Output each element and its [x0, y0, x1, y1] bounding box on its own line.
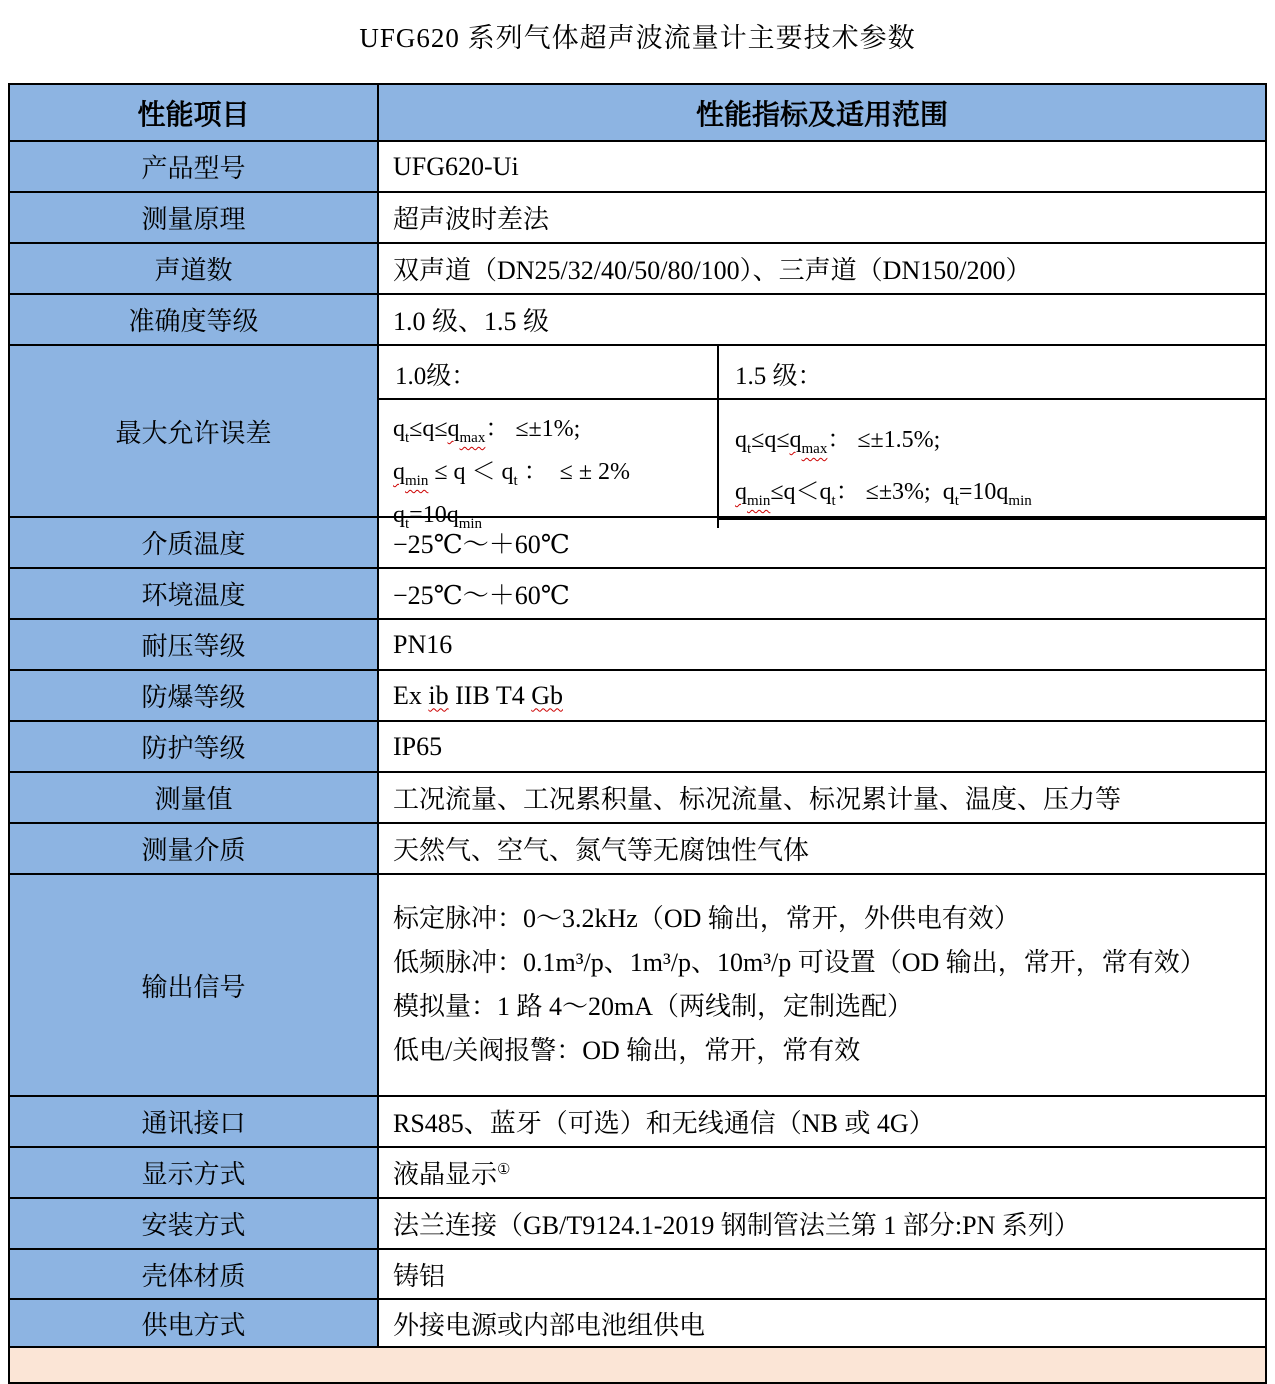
- row-label-installation: 安装方式: [9, 1198, 378, 1249]
- row-label-display-mode: 显示方式: [9, 1147, 378, 1198]
- max-error-class10-title: 1.0级：: [379, 346, 719, 400]
- row-label-measured-media: 测量介质: [9, 823, 378, 874]
- page-title: UFG620 系列气体超声波流量计主要技术参数: [359, 23, 916, 53]
- row-label-ambient-temp: 环境温度: [9, 568, 378, 619]
- row-value-installation: 法兰连接（GB/T9124.1-2019 钢制管法兰第 1 部分:PN 系列）: [378, 1198, 1266, 1249]
- table-row: [9, 568, 1266, 619]
- header-performance-item: 性能项目: [9, 84, 378, 141]
- row-value-explosion-proof: Ex ib IIB T4 Gb: [378, 670, 1266, 721]
- formula-line: $q_t\le q\le q_{max}$： ≤±1.5%;: [735, 427, 941, 457]
- row-label-max-error: 最大允许误差: [9, 345, 378, 517]
- table-row: [9, 294, 1266, 345]
- max-error-class15-body: [719, 400, 1265, 520]
- header-performance-spec: 性能指标及适用范围: [378, 84, 1266, 141]
- row-label-channels: 声道数: [9, 243, 378, 294]
- max-error-class10-body: [379, 400, 719, 532]
- row-value-pressure-rating: PN16: [378, 619, 1266, 670]
- table-row: [9, 1198, 1266, 1249]
- row-value-product-model: UFG620-Ui: [378, 141, 1266, 192]
- footnote-row: [9, 1347, 1266, 1383]
- row-value-medium-temp: −25℃～＋60℃: [378, 517, 1266, 568]
- row-label-output-signal: 输出信号: [9, 874, 378, 1096]
- row-label-comm-interface: 通讯接口: [9, 1096, 378, 1147]
- row-value-accuracy: 1.0 级、1.5 级: [378, 294, 1266, 345]
- formula-line: $q_{min}\le q<q_t$： ≤±3%; $q_t=10q_{min}$: [735, 479, 1032, 509]
- row-value-ambient-temp: −25℃～＋60℃: [378, 568, 1266, 619]
- table-row: [9, 1147, 1266, 1198]
- row-label-pressure-rating: 耐压等级: [9, 619, 378, 670]
- spec-table: [8, 83, 1267, 1384]
- table-row: [9, 670, 1266, 721]
- row-value-output-signal: 标定脉冲：0～3.2kHz（OD 输出，常开，外供电有效） 低频脉冲：0.1m³/p、1m³/p、10m³/p 可设置（OD 输出，常开，常有效） 模拟量：1 路 4～20mA（两线制，定制选配） 低电/关阀报警：OD 输出，常开，常有效: [378, 874, 1266, 1096]
- row-label-measured-values: 测量值: [9, 772, 378, 823]
- table-row: [9, 243, 1266, 294]
- formula-line: $q_t\le q\le q_{max}$： ≤±1%;: [393, 416, 581, 446]
- row-label-product-model: 产品型号: [9, 141, 378, 192]
- row-value-display-mode: 液晶显示①: [378, 1147, 1266, 1198]
- row-value-housing-material: 铸铝: [378, 1249, 1266, 1299]
- row-label-housing-material: 壳体材质: [9, 1249, 378, 1299]
- formula-line: $q_t=10q_{min}$: [393, 502, 483, 532]
- table-row: [9, 1299, 1266, 1347]
- row-value-ingress-protection: IP65: [378, 721, 1266, 772]
- footnote-cell: [9, 1347, 1266, 1383]
- row-label-accuracy: 准确度等级: [9, 294, 378, 345]
- table-row: [9, 1096, 1266, 1147]
- formula-line: $q_{min} \le q < q_t$ ： ≤ ± 2%: [393, 459, 631, 489]
- table-row: [9, 192, 1266, 243]
- row-value-channels: 双声道（DN25/32/40/50/80/100）、三声道（DN150/200）: [378, 243, 1266, 294]
- row-value-max-error: [378, 345, 1266, 532]
- row-label-power-supply: 供电方式: [9, 1299, 378, 1347]
- table-row: [9, 721, 1266, 772]
- row-value-measured-media: 天然气、空气、氮气等无腐蚀性气体: [378, 823, 1266, 874]
- row-value-power-supply: 外接电源或内部电池组供电: [378, 1299, 1266, 1347]
- table-row-output-signal: [9, 874, 1266, 1096]
- row-value-measured-values: 工况流量、工况累积量、标况流量、标况累计量、温度、压力等: [378, 772, 1266, 823]
- row-label-medium-temp: 介质温度: [9, 517, 378, 568]
- row-value-comm-interface: RS485、蓝牙（可选）和无线通信（NB 或 4G）: [378, 1096, 1266, 1147]
- table-row: [9, 141, 1266, 192]
- row-label-measure-principle: 测量原理: [9, 192, 378, 243]
- table-row: [9, 619, 1266, 670]
- table-row: [9, 772, 1266, 823]
- table-row: [9, 1249, 1266, 1299]
- table-header-row: [9, 84, 1266, 141]
- table-row-max-error: [9, 345, 1266, 517]
- max-error-subtable: [379, 346, 1265, 532]
- row-value-measure-principle: 超声波时差法: [378, 192, 1266, 243]
- table-row: [9, 823, 1266, 874]
- max-error-class15-title: 1.5 级：: [719, 346, 1265, 400]
- row-label-explosion-proof: 防爆等级: [9, 670, 378, 721]
- row-label-ingress-protection: 防护等级: [9, 721, 378, 772]
